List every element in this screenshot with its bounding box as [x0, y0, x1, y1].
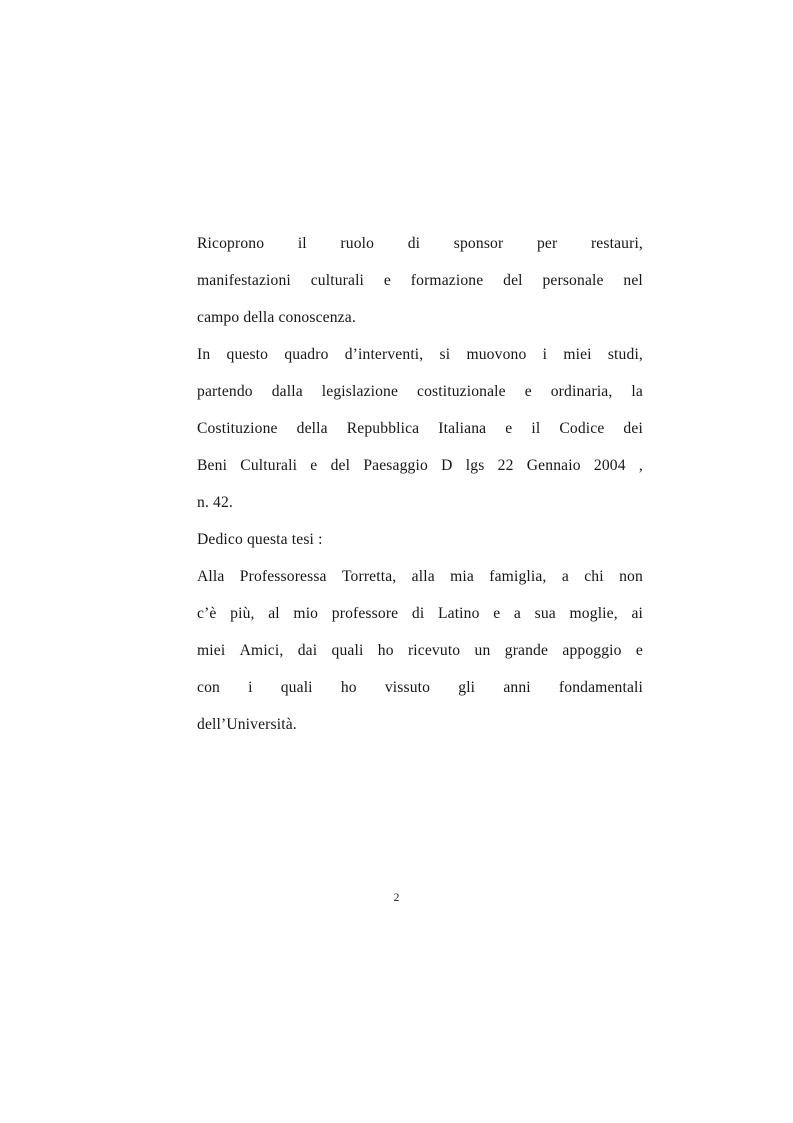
paragraph-dedica [197, 558, 643, 743]
text-line [197, 595, 643, 632]
text-word: anni [503, 679, 531, 696]
text-word: 2004 [593, 457, 626, 474]
text-word: ordinaria, [550, 383, 613, 400]
text-word: grande [504, 642, 549, 659]
text-word: con [197, 679, 220, 696]
text-line [197, 632, 643, 669]
text-line [197, 262, 643, 299]
text-word: e [493, 605, 501, 622]
paragraph-dedica-intro [197, 521, 643, 558]
text-line: campo della conoscenza. [197, 309, 356, 326]
text-word: culturali [310, 272, 365, 289]
text-word: Culturali [240, 457, 298, 474]
text-word: personale [542, 272, 604, 289]
text-line [197, 447, 643, 484]
text-word: e [505, 420, 513, 437]
text-word: formazione [410, 272, 484, 289]
text-word: c’è [197, 605, 217, 622]
text-word: ho [377, 642, 394, 659]
text-word: i [248, 679, 253, 696]
text-line [197, 225, 643, 262]
text-word: D [441, 457, 453, 474]
text-word: muovono [466, 346, 527, 363]
text-word: ricevuto [407, 642, 461, 659]
text-word: Costituzione [197, 420, 278, 437]
text-word: alla [411, 568, 435, 585]
text-word: nel [623, 272, 643, 289]
text-word: mio [293, 605, 319, 622]
text-word: gli [458, 679, 476, 696]
text-word: Codice [559, 420, 605, 437]
text-word: di [411, 605, 425, 622]
text-word: Ricoprono [197, 235, 265, 252]
text-word: 22 [497, 457, 514, 474]
text-word: ruolo [340, 235, 375, 252]
text-line [197, 410, 643, 447]
paragraph-sponsor [197, 225, 643, 336]
text-word: mia [450, 568, 474, 585]
text-word: moglie, [569, 605, 618, 622]
paragraph-studi [197, 336, 643, 521]
text-line [197, 373, 643, 410]
text-word: Gennaio [526, 457, 581, 474]
text-word: al [268, 605, 280, 622]
text-word: sponsor [453, 235, 504, 252]
text-word: il [297, 235, 307, 252]
text-word: più, [230, 605, 255, 622]
text-line: dell’Università. [197, 716, 297, 733]
text-word: del [330, 457, 351, 474]
text-word: quali [331, 642, 364, 659]
text-word: e [524, 383, 532, 400]
text-word: Latino [437, 605, 480, 622]
text-word: Beni [197, 457, 228, 474]
text-word: un [474, 642, 491, 659]
text-word: la [631, 383, 643, 400]
text-word: dalla [271, 383, 303, 400]
text-word: e [383, 272, 391, 289]
text-word: In [197, 346, 211, 363]
text-word: legislazione [321, 383, 399, 400]
text-word: manifestazioni [197, 272, 291, 289]
text-line: Dedico questa tesi : [197, 531, 323, 548]
body-text-block [197, 225, 643, 743]
text-word: professore [331, 605, 399, 622]
text-word: Repubblica [346, 420, 420, 437]
text-line [197, 336, 643, 373]
text-word: Torretta, [341, 568, 397, 585]
text-word: studi, [607, 346, 643, 363]
text-word: appoggio [562, 642, 622, 659]
text-word: sua [534, 605, 556, 622]
text-word: a [561, 568, 569, 585]
text-word: ho [340, 679, 357, 696]
text-word: e [635, 642, 643, 659]
text-word: questo [226, 346, 269, 363]
text-word: miei [197, 642, 226, 659]
text-word: Italiana [438, 420, 487, 437]
text-word: d’interventi, [344, 346, 424, 363]
text-word: costituzionale [417, 383, 506, 400]
text-word: ai [631, 605, 643, 622]
text-word: a [513, 605, 521, 622]
text-word: quadro [284, 346, 329, 363]
text-word: Professoressa [239, 568, 327, 585]
text-word: del [503, 272, 523, 289]
text-word: il [531, 420, 541, 437]
text-word: chi [584, 568, 604, 585]
text-line [197, 558, 643, 595]
text-word: miei [563, 346, 592, 363]
text-word: partendo [197, 383, 253, 400]
text-line [197, 669, 643, 706]
text-word: per [536, 235, 558, 252]
text-word: lgs [465, 457, 485, 474]
text-line: n. 42. [197, 494, 233, 511]
text-word: famiglia, [489, 568, 547, 585]
text-word: , [638, 457, 643, 474]
text-word: e [310, 457, 318, 474]
text-word: fondamentali [558, 679, 643, 696]
text-word: vissuto [384, 679, 431, 696]
text-word: non [619, 568, 643, 585]
text-word: Paesaggio [363, 457, 428, 474]
text-word: Amici, [239, 642, 284, 659]
text-word: della [296, 420, 328, 437]
text-word: i [542, 346, 548, 363]
text-word: restauri, [590, 235, 643, 252]
text-word: dai [297, 642, 318, 659]
text-word: di [407, 235, 421, 252]
text-word: Alla [197, 568, 225, 585]
text-word: si [439, 346, 451, 363]
text-word: quali [280, 679, 313, 696]
page-number: 2 [393, 892, 400, 904]
text-word: dei [623, 420, 643, 437]
